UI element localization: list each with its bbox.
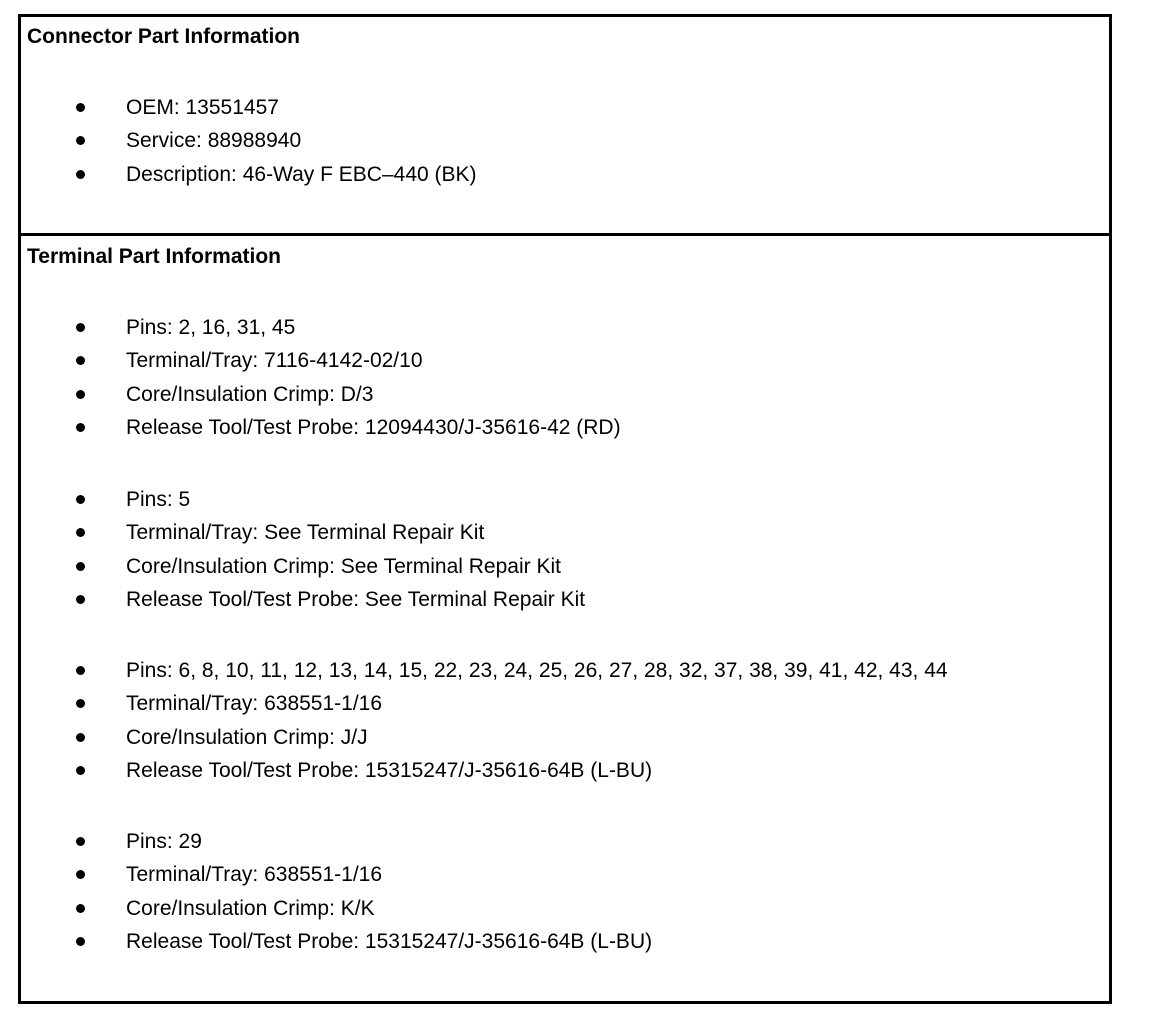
bullet-icon xyxy=(76,666,85,675)
bullet-icon xyxy=(76,699,85,708)
connector-heading: Connector Part Information xyxy=(27,25,301,48)
terminal-heading: Terminal Part Information xyxy=(27,245,281,268)
list-item: Core/Insulation Crimp: See Terminal Repair Kit xyxy=(21,554,1109,587)
bullet-icon xyxy=(76,136,85,145)
bullet-icon xyxy=(76,562,85,571)
list-item: Release Tool/Test Probe: 12094430/J-35616-42 (RD) xyxy=(21,415,1109,448)
bullet-icon xyxy=(76,495,85,504)
list-item: Terminal/Tray: 7116-4142-02/10 xyxy=(21,348,1109,381)
terminal-group xyxy=(21,658,1109,792)
terminal-group xyxy=(21,829,1109,963)
list-item: Release Tool/Test Probe: 15315247/J-35616-64B (L-BU) xyxy=(21,929,1109,962)
bullet-icon xyxy=(76,837,85,846)
terminal-group xyxy=(21,487,1109,621)
list-item: Pins: 29 xyxy=(21,829,1109,862)
bullet-icon xyxy=(76,870,85,879)
parts-table xyxy=(18,14,1112,1004)
connector-list xyxy=(21,95,1109,195)
list-item: Pins: 5 xyxy=(21,487,1109,520)
list-item: Pins: 2, 16, 31, 45 xyxy=(21,315,1109,348)
bullet-icon xyxy=(76,103,85,112)
bullet-icon xyxy=(76,423,85,432)
list-item: Release Tool/Test Probe: See Terminal Repair Kit xyxy=(21,587,1109,620)
list-item: Release Tool/Test Probe: 15315247/J-35616-64B (L-BU) xyxy=(21,758,1109,791)
bullet-icon xyxy=(76,323,85,332)
bullet-icon xyxy=(76,595,85,604)
bullet-icon xyxy=(76,356,85,365)
list-item: Terminal/Tray: See Terminal Repair Kit xyxy=(21,520,1109,553)
list-item: Core/Insulation Crimp: K/K xyxy=(21,896,1109,929)
list-item: OEM: 13551457 xyxy=(21,95,1109,128)
list-item: Terminal/Tray: 638551-1/16 xyxy=(21,862,1109,895)
bullet-icon xyxy=(76,170,85,179)
bullet-icon xyxy=(76,528,85,537)
bullet-icon xyxy=(76,390,85,399)
terminal-section xyxy=(21,236,1109,1001)
bullet-icon xyxy=(76,937,85,946)
list-item: Pins: 6, 8, 10, 11, 12, 13, 14, 15, 22, 23, 24, 25, 26, 27, 28, 32, 37, 38, 39, 41, 42, 43, 44 xyxy=(21,658,1109,691)
bullet-icon xyxy=(76,904,85,913)
list-item: Terminal/Tray: 638551-1/16 xyxy=(21,691,1109,724)
list-item: Service: 88988940 xyxy=(21,128,1109,161)
bullet-icon xyxy=(76,733,85,742)
connector-section xyxy=(21,17,1109,236)
terminal-group xyxy=(21,315,1109,449)
list-item: Core/Insulation Crimp: J/J xyxy=(21,725,1109,758)
list-item: Description: 46-Way F EBC–440 (BK) xyxy=(21,162,1109,195)
bullet-icon xyxy=(76,766,85,775)
list-item: Core/Insulation Crimp: D/3 xyxy=(21,382,1109,415)
